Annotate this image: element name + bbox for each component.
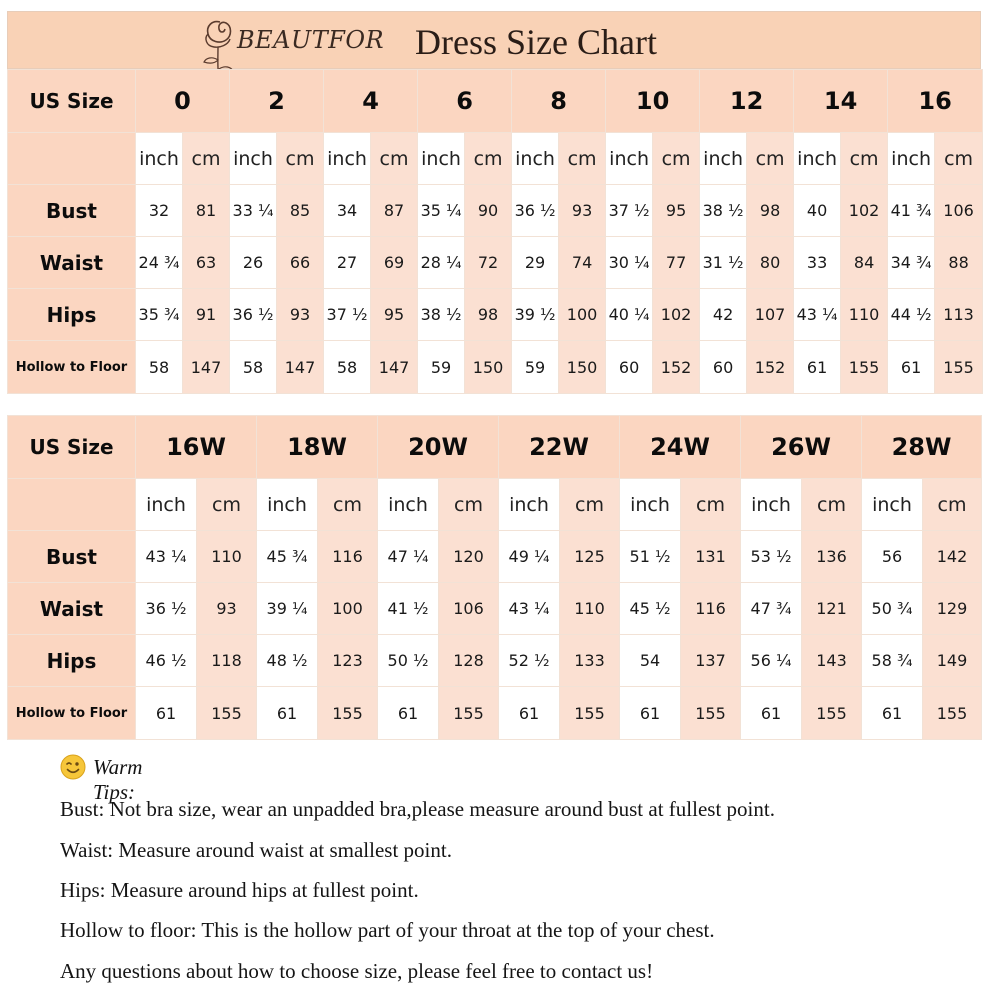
waist-value: 63 <box>183 237 230 289</box>
hips-value: 46 ½ <box>136 635 197 687</box>
unit-cm: cm <box>841 133 888 185</box>
hips-value: 35 ¾ <box>136 289 183 341</box>
waist-value: 26 <box>230 237 277 289</box>
hollow-value: 61 <box>862 687 923 740</box>
hollow-value: 61 <box>257 687 318 740</box>
hollow-value: 61 <box>378 687 439 740</box>
bust-value: 95 <box>653 185 700 237</box>
waist-value: 33 <box>794 237 841 289</box>
size-header-row <box>8 70 983 133</box>
bust-value: 90 <box>465 185 512 237</box>
unit-inch: inch <box>606 133 653 185</box>
unit-inch: inch <box>620 479 681 531</box>
waist-value: 50 ¾ <box>862 583 923 635</box>
hips-value: 48 ½ <box>257 635 318 687</box>
waist-value: 24 ¾ <box>136 237 183 289</box>
size-header: 4 <box>324 70 418 133</box>
bust-value: 40 <box>794 185 841 237</box>
hips-value: 56 ¼ <box>741 635 802 687</box>
unit-cm: cm <box>560 479 620 531</box>
size-header: 2 <box>230 70 324 133</box>
bust-value: 37 ½ <box>606 185 653 237</box>
unit-inch: inch <box>136 133 183 185</box>
unit-cm: cm <box>371 133 418 185</box>
waist-value: 45 ½ <box>620 583 681 635</box>
hollow-value: 155 <box>681 687 741 740</box>
bust-value: 35 ¼ <box>418 185 465 237</box>
waist-value: 29 <box>512 237 559 289</box>
hollow-value: 155 <box>841 341 888 394</box>
waist-value: 80 <box>747 237 794 289</box>
bust-value: 98 <box>747 185 794 237</box>
hollow-value: 60 <box>700 341 747 394</box>
hollow-value: 58 <box>136 341 183 394</box>
size-header: 22W <box>499 416 620 479</box>
bust-value: 106 <box>935 185 983 237</box>
waist-value: 77 <box>653 237 700 289</box>
bust-value: 32 <box>136 185 183 237</box>
unit-cm: cm <box>935 133 983 185</box>
unit-row-blank <box>8 133 136 185</box>
hips-row <box>8 635 982 687</box>
bust-value: 43 ¼ <box>136 531 197 583</box>
hips-value: 128 <box>439 635 499 687</box>
winking-smiley-icon <box>60 754 86 780</box>
unit-inch: inch <box>378 479 439 531</box>
hollow-row <box>8 341 983 394</box>
hollow-value: 152 <box>653 341 700 394</box>
hollow-value: 58 <box>230 341 277 394</box>
waist-value: 30 ¼ <box>606 237 653 289</box>
brand-name: BEAUTFOR <box>237 26 385 54</box>
unit-row <box>8 133 983 185</box>
bust-value: 110 <box>197 531 257 583</box>
hollow-row <box>8 687 982 740</box>
bust-label: Bust <box>8 531 136 583</box>
hollow-value: 58 <box>324 341 371 394</box>
waist-value: 88 <box>935 237 983 289</box>
size-header: 28W <box>862 416 982 479</box>
bust-value: 34 <box>324 185 371 237</box>
hips-value: 50 ½ <box>378 635 439 687</box>
waist-value: 116 <box>681 583 741 635</box>
hips-value: 143 <box>802 635 862 687</box>
hollow-label: Hollow to Floor <box>8 341 136 394</box>
us-size-label: US Size <box>8 416 136 479</box>
hollow-value: 59 <box>418 341 465 394</box>
waist-row <box>8 237 983 289</box>
unit-inch: inch <box>741 479 802 531</box>
hips-value: 118 <box>197 635 257 687</box>
size-header-row <box>8 416 982 479</box>
hollow-value: 150 <box>559 341 606 394</box>
unit-row-blank <box>8 479 136 531</box>
waist-row <box>8 583 982 635</box>
hollow-value: 61 <box>136 687 197 740</box>
chart-title: Dress Size Chart <box>415 22 657 62</box>
hips-value: 110 <box>841 289 888 341</box>
size-header: 8 <box>512 70 606 133</box>
waist-value: 47 ¾ <box>741 583 802 635</box>
hollow-value: 60 <box>606 341 653 394</box>
hollow-value: 155 <box>802 687 862 740</box>
unit-inch: inch <box>700 133 747 185</box>
tip-bust: Bust: Not bra size, wear an unpadded bra,please measure around bust at fullest point. <box>60 797 775 821</box>
hollow-value: 155 <box>923 687 982 740</box>
hips-row <box>8 289 983 341</box>
waist-label: Waist <box>8 237 136 289</box>
bust-value: 102 <box>841 185 888 237</box>
unit-inch: inch <box>418 133 465 185</box>
hips-value: 42 <box>700 289 747 341</box>
bust-value: 38 ½ <box>700 185 747 237</box>
waist-value: 31 ½ <box>700 237 747 289</box>
bust-value: 116 <box>318 531 378 583</box>
hollow-value: 155 <box>318 687 378 740</box>
hollow-value: 61 <box>888 341 935 394</box>
bust-value: 36 ½ <box>512 185 559 237</box>
size-table-plus <box>7 415 982 740</box>
hips-value: 107 <box>747 289 794 341</box>
waist-value: 93 <box>197 583 257 635</box>
waist-value: 84 <box>841 237 888 289</box>
tip-hips: Hips: Measure around hips at fullest point. <box>60 878 419 902</box>
unit-inch: inch <box>324 133 371 185</box>
bust-value: 81 <box>183 185 230 237</box>
unit-inch: inch <box>794 133 841 185</box>
bust-value: 85 <box>277 185 324 237</box>
hollow-value: 61 <box>620 687 681 740</box>
hips-value: 43 ¼ <box>794 289 841 341</box>
unit-inch: inch <box>230 133 277 185</box>
waist-value: 69 <box>371 237 418 289</box>
bust-label: Bust <box>8 185 136 237</box>
hips-value: 39 ½ <box>512 289 559 341</box>
bust-value: 33 ¼ <box>230 185 277 237</box>
hips-value: 123 <box>318 635 378 687</box>
unit-cm: cm <box>681 479 741 531</box>
waist-value: 72 <box>465 237 512 289</box>
unit-inch: inch <box>512 133 559 185</box>
unit-inch: inch <box>499 479 560 531</box>
hips-value: 54 <box>620 635 681 687</box>
waist-value: 66 <box>277 237 324 289</box>
bust-value: 41 ¾ <box>888 185 935 237</box>
waist-value: 27 <box>324 237 371 289</box>
waist-value: 129 <box>923 583 982 635</box>
unit-inch: inch <box>136 479 197 531</box>
size-header: 26W <box>741 416 862 479</box>
waist-value: 34 ¾ <box>888 237 935 289</box>
unit-cm: cm <box>559 133 606 185</box>
hollow-value: 61 <box>499 687 560 740</box>
bust-value: 53 ½ <box>741 531 802 583</box>
waist-value: 39 ¼ <box>257 583 318 635</box>
waist-value: 100 <box>318 583 378 635</box>
hollow-value: 155 <box>197 687 257 740</box>
tip-waist: Waist: Measure around waist at smallest point. <box>60 838 452 862</box>
waist-value: 106 <box>439 583 499 635</box>
waist-value: 28 ¼ <box>418 237 465 289</box>
bust-row <box>8 531 982 583</box>
hips-value: 102 <box>653 289 700 341</box>
waist-value: 110 <box>560 583 620 635</box>
bust-value: 49 ¼ <box>499 531 560 583</box>
hips-value: 37 ½ <box>324 289 371 341</box>
hollow-value: 147 <box>183 341 230 394</box>
hips-label: Hips <box>8 289 136 341</box>
hollow-value: 59 <box>512 341 559 394</box>
hips-value: 137 <box>681 635 741 687</box>
hips-value: 44 ½ <box>888 289 935 341</box>
hollow-value: 147 <box>371 341 418 394</box>
hips-value: 95 <box>371 289 418 341</box>
unit-cm: cm <box>802 479 862 531</box>
tip-hollow: Hollow to floor: This is the hollow part of your throat at the top of your chest. <box>60 918 715 942</box>
unit-cm: cm <box>747 133 794 185</box>
bust-value: 47 ¼ <box>378 531 439 583</box>
hips-value: 52 ½ <box>499 635 560 687</box>
hollow-value: 147 <box>277 341 324 394</box>
hollow-value: 155 <box>439 687 499 740</box>
waist-value: 43 ¼ <box>499 583 560 635</box>
bust-value: 45 ¾ <box>257 531 318 583</box>
hips-value: 40 ¼ <box>606 289 653 341</box>
hips-value: 113 <box>935 289 983 341</box>
bust-value: 120 <box>439 531 499 583</box>
bust-value: 136 <box>802 531 862 583</box>
size-header: 12 <box>700 70 794 133</box>
size-table-standard <box>7 69 983 394</box>
unit-row <box>8 479 982 531</box>
hips-value: 58 ¾ <box>862 635 923 687</box>
hollow-value: 61 <box>794 341 841 394</box>
size-header: 16W <box>136 416 257 479</box>
hollow-value: 155 <box>560 687 620 740</box>
bust-value: 87 <box>371 185 418 237</box>
unit-inch: inch <box>888 133 935 185</box>
bust-value: 51 ½ <box>620 531 681 583</box>
unit-inch: inch <box>862 479 923 531</box>
unit-cm: cm <box>183 133 230 185</box>
hollow-label: Hollow to Floor <box>8 687 136 740</box>
unit-cm: cm <box>277 133 324 185</box>
hollow-value: 150 <box>465 341 512 394</box>
hips-value: 93 <box>277 289 324 341</box>
us-size-label: US Size <box>8 70 136 133</box>
bust-value: 142 <box>923 531 982 583</box>
hips-value: 98 <box>465 289 512 341</box>
size-header: 6 <box>418 70 512 133</box>
hips-value: 100 <box>559 289 606 341</box>
bust-value: 131 <box>681 531 741 583</box>
size-header: 14 <box>794 70 888 133</box>
hollow-value: 152 <box>747 341 794 394</box>
hips-label: Hips <box>8 635 136 687</box>
unit-cm: cm <box>197 479 257 531</box>
warm-tips-title: Warm Tips: <box>93 755 143 804</box>
size-header: 24W <box>620 416 741 479</box>
waist-label: Waist <box>8 583 136 635</box>
size-header: 10 <box>606 70 700 133</box>
hips-value: 133 <box>560 635 620 687</box>
bust-value: 125 <box>560 531 620 583</box>
unit-cm: cm <box>923 479 982 531</box>
size-header: 20W <box>378 416 499 479</box>
hips-value: 38 ½ <box>418 289 465 341</box>
size-header: 18W <box>257 416 378 479</box>
bust-value: 93 <box>559 185 606 237</box>
chart-header <box>7 11 981 69</box>
size-header: 0 <box>136 70 230 133</box>
unit-inch: inch <box>257 479 318 531</box>
size-header: 16 <box>888 70 983 133</box>
hips-value: 149 <box>923 635 982 687</box>
waist-value: 41 ½ <box>378 583 439 635</box>
waist-value: 121 <box>802 583 862 635</box>
hollow-value: 155 <box>935 341 983 394</box>
tip-contact: Any questions about how to choose size, please feel free to contact us! <box>60 959 654 983</box>
unit-cm: cm <box>653 133 700 185</box>
bust-value: 56 <box>862 531 923 583</box>
unit-cm: cm <box>439 479 499 531</box>
bust-row <box>8 185 983 237</box>
unit-cm: cm <box>318 479 378 531</box>
hollow-value: 61 <box>741 687 802 740</box>
waist-value: 74 <box>559 237 606 289</box>
hips-value: 91 <box>183 289 230 341</box>
unit-cm: cm <box>465 133 512 185</box>
waist-value: 36 ½ <box>136 583 197 635</box>
hips-value: 36 ½ <box>230 289 277 341</box>
